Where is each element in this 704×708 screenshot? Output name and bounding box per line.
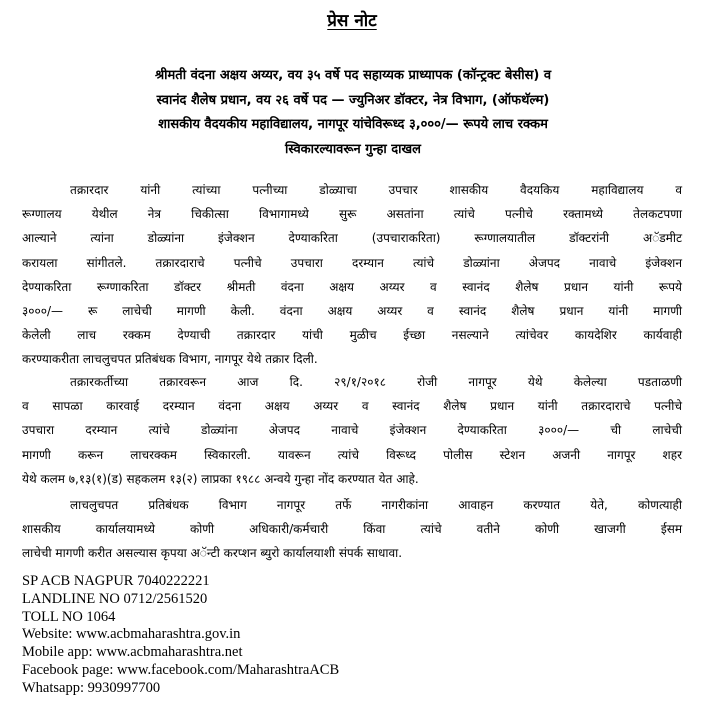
appeal-paragraph (22, 493, 682, 566)
paragraph-line: येथे कलम ७,१३(१)(ड) सहकलम १३(२) लाप्रका १९८८ अन्वये गुन्हा नोंद करण्यात येत आहे. (22, 471, 419, 486)
paragraph-line: देण्याकरिता रूग्णाकरिता डॉक्टर श्रीमती वंदना अक्षय अय्यर व स्वानंद शैलेष प्रधान यांनी रूपये (22, 279, 682, 294)
headline-line: स्विकारल्यावरून गुन्हा दाखल (285, 141, 421, 157)
paragraph-line: ३०००/— रू लाचेची मागणी केली. वंदना अक्षय अय्यर व स्वानंद शैलेष प्रधान यांनी मागणी (22, 304, 682, 319)
paragraph-line: उपचारा दरम्यान त्यांचे डोळ्यांना अेजपद नावाचे इंजेक्शन देण्याकरिता ३०००/— ची लाचेची (22, 423, 682, 438)
page-title-text: प्रेस नोट (327, 11, 377, 31)
contact-block (22, 573, 522, 698)
headline-line: श्रीमती वंदना अक्षय अय्यर, वय ३५ वर्षे पद सहाय्यक प्राध्यापक (कॉन्ट्रक्ट बेसीस) व (154, 68, 552, 83)
paragraph-line: रूग्णालय येथील नेत्र चिकीत्सा विभागामध्ये सुरू असतांना त्यांचे पत्नीचे रक्तामध्ये तेलकटपणा (22, 207, 682, 222)
page-title (0, 8, 704, 34)
headline (22, 64, 684, 162)
headline-line: शासकीय वैदयकीय महाविद्यालय, नागपूर यांचेविरूध्द ३,०००/— रूपये लाच रक्कम (158, 117, 548, 132)
paragraph-line: तक्रारदार यांनी त्यांच्या पत्नीच्या डोळ्याचा उपचार शासकीय वैदयकिय महाविद्यालय व (70, 183, 682, 197)
paragraph-line: मागणी करून लाचरक्कम स्विकारली. यावरून त्यांचे विरूध्द पोलीस स्टेशन अजनी नागपूर शहर (22, 447, 682, 462)
paragraph-line: व सापळा कारवाई दरम्यान वंदना अक्षय अय्यर व स्वानंद शैलेष प्रधान यांनी तक्रारदाराचे पत्नीचे (22, 399, 682, 414)
contact-toll-free: TOLL NO 1064 (22, 608, 116, 625)
contact-landline: LANDLINE NO 0712/2561520 (22, 590, 208, 607)
trap-action-paragraph (22, 370, 682, 491)
contact-website: Website: www.acbmaharashtra.gov.in (22, 626, 241, 643)
contact-sp-acb-phone: SP ACB NAGPUR 7040222221 (22, 573, 210, 589)
paragraph-line: करायला सांगीतले. तक्रारदाराचे पत्नीचे उपचारा दरम्यान त्यांचे डोळ्यांना अेजपद नावाचे इंजेक्शन (22, 255, 682, 270)
paragraph-line: लाचलुचपत प्रतिबंधक विभाग नागपूर तर्फे नागरीकांना आवाहन करण्यात येते, कोणत्याही (70, 498, 682, 512)
complaint-paragraph (22, 178, 682, 372)
paragraph-line: लाचेची मागणी करीत असल्यास कृपया अॅन्टी करप्शन ब्युरो कार्यालयाशी संपर्क साधावा. (22, 546, 403, 561)
paragraph-line: करण्याकरीता लाचलुचपत प्रतिबंधक विभाग, नागपूर येथे तक्रार दिली. (22, 352, 318, 367)
paragraph-line: शासकीय कार्यालयामध्ये कोणी अधिकारी/कर्मचारी किंवा त्यांचे वतीने कोणी खाजगी ईसम (22, 522, 682, 537)
paragraph-line: केलेली लाच रक्कम देण्याची तक्रारदार यांची मुळीच ईच्छा नसल्याने त्यांचेवर कायदेशिर कार्यवाही (22, 328, 682, 343)
headline-line: स्वानंद शैलेष प्रधान, वय २६ वर्षे पद — ज्युनिअर डॉक्टर, नेत्र विभाग, (ऑफथॅल्म) (156, 92, 550, 108)
contact-mobile-app: Mobile app: www.acbmaharashtra.net (22, 644, 243, 661)
contact-facebook: Facebook page: www.facebook.com/MaharashtraACB (22, 661, 340, 678)
paragraph-line: तक्रारकर्तीच्या तक्रारवरून आज दि. २९/१/२०१८ रोजी नागपूर येथे केलेल्या पडताळणी (70, 375, 682, 389)
contact-whatsapp: Whatsapp: 9930997700 (22, 679, 161, 696)
paragraph-line: आल्याने त्यांना डोळ्यांना इंजेक्शन देण्याकरिता (उपचाराकरिता) रूग्णालयातील डॉक्टरांनी अॅडमीट (22, 231, 682, 246)
